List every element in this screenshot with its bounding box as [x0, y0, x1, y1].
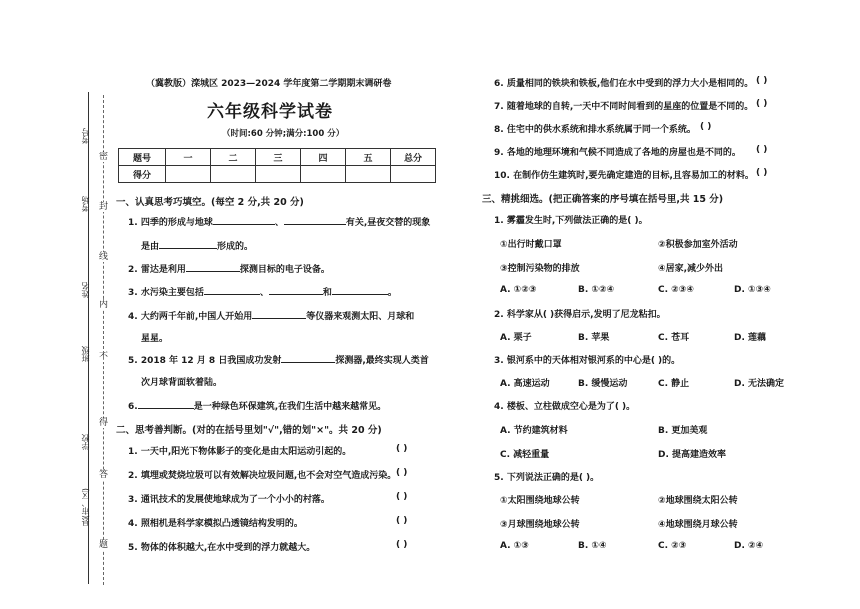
question-text: 1. 四季的形成与地球 [128, 218, 213, 228]
question-text: 探测目标的电子设备。 [239, 265, 330, 275]
exam-info: （时间:60 分钟;满分:100 分） [222, 129, 345, 139]
question-1-3 [128, 285, 397, 298]
judge-item-5: 5. 物体的体积越大,在水中受到的浮力就越大。 [128, 543, 316, 553]
judge-item-8: 8. 住宅中的供水系统和排水系统属于同一个系统。 [494, 125, 696, 135]
score-cell[interactable] [166, 166, 211, 183]
score-header-cell: 五 [346, 149, 391, 166]
question-text: 2. 雷达是利用 [128, 265, 186, 275]
question-text: 、 [274, 218, 284, 228]
choice-option[interactable]: C. ②③ [658, 541, 687, 551]
answer-paren[interactable]: ( ) [756, 99, 768, 109]
statement: ①太阳围绕地球公转 [500, 496, 580, 506]
statement: ④地球围绕月球公转 [658, 520, 738, 530]
score-table-row [119, 166, 436, 183]
choice-question-3: 3. 银河系中的天体相对银河系的中心是( )的。 [494, 356, 681, 366]
question-text: 。 [387, 288, 397, 298]
choice-option[interactable]: B. 缓慢运动 [578, 379, 628, 389]
judge-item-1: 1. 一天中,阳光下物体影子的变化是由太阳运动引起的。 [128, 447, 352, 457]
judge-item-3: 3. 通讯技术的发展使地球成为了一个小小的村落。 [128, 495, 330, 505]
question-1-2 [128, 262, 330, 275]
question-text: 等仪器来观测太阳、月球和 [306, 312, 415, 322]
seal-char: 线 [99, 252, 109, 262]
choice-question-5: 5. 下列说法正确的是( )。 [494, 473, 600, 483]
answer-blank[interactable] [284, 216, 346, 225]
choice-option[interactable]: D. ②④ [734, 541, 764, 551]
score-cell[interactable] [256, 166, 301, 183]
choice-option[interactable]: A. ①③ [500, 541, 529, 551]
question-text: 有关,昼夜交替的现象 [345, 218, 431, 228]
answer-paren[interactable]: ( ) [396, 492, 408, 502]
answer-paren[interactable]: ( ) [756, 76, 768, 86]
choice-option[interactable]: B. 更加美观 [658, 426, 708, 436]
judge-item-7: 7. 随着地球的自转,一天中不同时间看到的星座的位置是不同的。 [494, 102, 754, 112]
answer-paren[interactable]: ( ) [756, 168, 768, 178]
score-table-header-row [119, 149, 436, 166]
answer-paren[interactable]: ( ) [756, 145, 768, 155]
statement: ③控制污染物的排放 [500, 264, 580, 274]
choice-option[interactable]: A. ①②③ [500, 285, 537, 295]
score-header-cell: 三 [256, 149, 301, 166]
answer-blank[interactable] [269, 286, 323, 295]
judge-item-6: 6. 质量相同的铁块和铁板,他们在水中受到的浮力大小是相同的。 [494, 79, 754, 89]
question-1-6 [128, 399, 386, 412]
score-cell[interactable] [391, 166, 436, 183]
score-header-cell: 一 [166, 149, 211, 166]
score-header-cell: 四 [301, 149, 346, 166]
county-label: 县(市、区) [81, 488, 90, 527]
answer-paren[interactable]: ( ) [396, 540, 408, 550]
score-cell[interactable] [301, 166, 346, 183]
statement: ④居家,减少外出 [658, 264, 724, 274]
answer-blank[interactable] [138, 400, 194, 409]
choice-option[interactable]: D. ①③④ [734, 285, 771, 295]
school-label: 学校 [81, 434, 90, 450]
question-text: 3. 水污染主要包括 [128, 288, 204, 298]
section2-heading: 二、思考善判断。(对的在括号里划"√",错的划"×"。共 20 分) [116, 425, 382, 436]
seal-char: 题 [99, 540, 109, 550]
section3-heading: 三、精挑细选。(把正确答案的序号填在括号里,共 15 分) [482, 194, 724, 205]
choice-option[interactable]: A. 栗子 [500, 333, 532, 343]
choice-option[interactable]: D. 无法确定 [734, 379, 785, 389]
answer-blank[interactable] [281, 354, 335, 363]
seal-dashed-line [103, 95, 104, 585]
seal-char: 封 [99, 202, 109, 212]
exam-number-label: 考号 [81, 128, 90, 144]
answer-paren[interactable]: ( ) [700, 122, 712, 132]
answer-blank[interactable] [159, 240, 217, 249]
choice-option[interactable]: C. 静止 [658, 379, 690, 389]
judge-item-4: 4. 照相机是科学家模拟凸透镜结构发明的。 [128, 519, 303, 529]
question-text: 次月球背面软着陆。 [141, 378, 223, 388]
score-header-cell: 二 [211, 149, 256, 166]
answer-blank[interactable] [332, 286, 388, 295]
judge-item-10: 10. 在制作仿生建筑时,要先确定建造的目标,且容易加工的材料。 [494, 171, 754, 181]
statement: ②积极参加室外活动 [658, 240, 738, 250]
exam-title: 六年级科学试卷 [207, 102, 333, 122]
score-cell[interactable] [211, 166, 256, 183]
question-text: 是由 [141, 242, 160, 252]
choice-option[interactable]: A. 高速运动 [500, 379, 550, 389]
question-text: 形成的。 [217, 242, 254, 252]
name-label: 姓名 [81, 282, 90, 298]
statement: ①出行时戴口罩 [500, 240, 562, 250]
judge-item-9: 9. 各地的地理环境和气候不同造成了各地的房屋也是不同的。 [494, 148, 741, 158]
exam-room-label: 考场 [81, 196, 90, 212]
question-1-4 [128, 309, 414, 322]
choice-question-4: 4. 楼板、立柱做成空心是为了( )。 [494, 402, 636, 412]
choice-question-1: 1. 雾霾发生时,下列做法正确的是( )。 [494, 216, 648, 226]
score-header-cell: 总分 [391, 149, 436, 166]
question-text: 探测器,最终实现人类首 [335, 356, 429, 366]
question-text: 、 [259, 288, 269, 298]
answer-paren[interactable]: ( ) [396, 444, 408, 454]
seal-char: 内 [99, 300, 109, 310]
choice-option[interactable]: B. 苹果 [578, 333, 610, 343]
choice-option[interactable]: A. 节约建筑材料 [500, 426, 568, 436]
choice-question-2: 2. 科学家从( )获得启示,发明了尼龙粘扣。 [494, 310, 666, 320]
exam-subtitle: （冀教版）滦城区 2023—2024 学年度第二学期期末调研卷 [146, 79, 392, 89]
question-text: 5. 2018 年 12 月 8 日我国成功发射 [128, 356, 282, 366]
answer-paren[interactable]: ( ) [396, 468, 408, 478]
choice-option[interactable]: C. 苍耳 [658, 333, 690, 343]
seal-char: 得 [99, 418, 109, 428]
seal-char: 不 [99, 352, 109, 362]
choice-option[interactable]: B. ①②④ [578, 285, 615, 295]
answer-paren[interactable]: ( ) [396, 516, 408, 526]
seal-char: 答 [99, 470, 109, 480]
choice-option[interactable]: B. ①④ [578, 541, 607, 551]
question-text: 6. [128, 402, 138, 412]
seal-char: 密 [99, 152, 109, 162]
question-text: 4. 大约两千年前,中国人开始用 [128, 312, 253, 322]
choice-option[interactable]: D. 莲藕 [734, 333, 767, 343]
answer-blank[interactable] [252, 310, 306, 319]
section1-heading: 一、认真思考巧填空。(每空 2 分,共 20 分) [116, 197, 304, 208]
choice-option[interactable]: D. 提高建造效率 [658, 450, 727, 460]
question-1-5-cont [141, 375, 222, 388]
score-row-label: 得分 [119, 166, 166, 183]
score-header-cell: 题号 [119, 149, 166, 166]
score-cell[interactable] [346, 166, 391, 183]
question-1-4-cont [141, 331, 168, 344]
score-table [118, 148, 436, 183]
statement: ③月球围绕地球公转 [500, 520, 580, 530]
question-text: 星星。 [141, 334, 169, 344]
question-1-5 [128, 353, 429, 366]
class-label: 班级 [81, 346, 90, 362]
question-text: 和 [322, 288, 332, 298]
choice-option[interactable]: C. ②③④ [658, 285, 695, 295]
answer-blank[interactable] [204, 286, 260, 295]
question-1-1-cont [141, 239, 253, 252]
answer-blank[interactable] [186, 263, 240, 272]
answer-blank[interactable] [213, 216, 275, 225]
question-1-1 [128, 215, 430, 228]
statement: ②地球围绕太阳公转 [658, 496, 738, 506]
question-text: 是一种绿色环保建筑,在我们生活中越来越常见。 [193, 402, 387, 412]
choice-option[interactable]: C. 减轻重量 [500, 450, 550, 460]
judge-item-2: 2. 填埋或焚烧垃圾可以有效解决垃圾问题,也不会对空气造成污染。 [128, 471, 397, 481]
